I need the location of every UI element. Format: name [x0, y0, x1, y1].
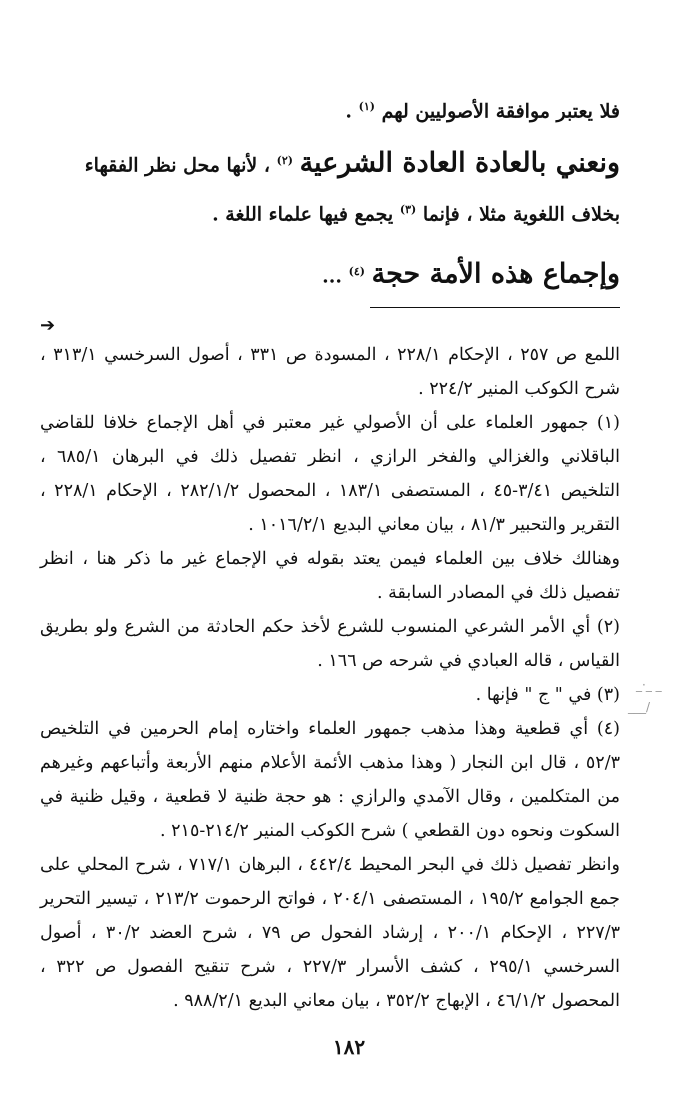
- margin-mark: _·_ _: [636, 678, 662, 692]
- main-text: فلا يعتبر موافقة الأصوليين لهم: [381, 100, 620, 123]
- footnote-ref-3: (٣): [399, 202, 417, 216]
- footnote-1-note: وهنالك خلاف بين العلماء فيمن يعتد بقوله في الإجماع غير ما ذكر هنا ، انظر تفصيل ذلك في المصادر السابقة .: [40, 549, 620, 604]
- footnote-4-sources: وانظر تفصيل ذلك في البحر المحيط ٤٤٢/٤ ، البرهان ٧١٧/١ ، شرح المحلي على جمع الجوامع ١٩٥/٢ ، المستصفى ٢٠٤/١ ، فواتح الرحموت ٢١٣/٢ ، تيسير التحرير ٢٢٧/٣ ، الإحكام ٢٠٠/١ ، إرشاد الفحول ص ٧٩ ، شرح العضد ٣٠/٢ ، أصول السرخسي ٢٩٥/١ ، كشف الأسرار ٢٢٧/٣ ، شرح تنقيح الفصول ص ٣٢٢ ، المحصول ٤٦/١/٢ ، الإبهاج ٣٥٢/٢ ، بيان معاني البديع ٩٨٨/٢/١ .: [40, 855, 620, 1012]
- main-text: بخلاف اللغوية مثلا ، فإنما: [422, 202, 620, 225]
- margin-mark: ___/: [628, 700, 651, 714]
- footnote-4: (٤) أي قطعية وهذا مذهب جمهور العلماء واختاره إمام الحرمين في التلخيص ٥٢/٣ ، قال ابن النجار ( وهذا مذهب الأئمة الأعلام منهم الأربعة وأتباعهم وغيرهم من المتكلمين ، وقال الآمدي والرازي : هو حجة ظنية لا قطعية ، وقيل ظنية في السكوت ونحوه دون القطعي ) شرح الكوكب المنير ٢١٤/٢-٢١٥ .: [40, 719, 620, 842]
- main-text: ، لأنها محل نظر الفقهاء: [84, 154, 270, 177]
- main-line-4: [40, 251, 620, 297]
- main-line-3: [40, 191, 620, 233]
- main-text: .: [345, 100, 352, 123]
- arrow-icon: ➔: [40, 315, 56, 337]
- main-line-1: [40, 88, 620, 130]
- footnote-separator: [370, 307, 620, 308]
- footnote-3: (٣) في " ج " فإنها .: [475, 685, 620, 706]
- main-text: ...: [322, 265, 343, 288]
- footnote-continued: اللمع ص ٢٥٧ ، الإحكام ٢٢٨/١ ، المسودة ص ٣٣١ ، أصول السرخسي ٣١٣/١ ، شرح الكوكب المنير ٢٢٤/٢ .: [40, 345, 621, 400]
- main-text: يجمع فيها علماء اللغة .: [212, 202, 394, 225]
- page-body: [40, 88, 620, 1018]
- heading-phrase: ونعني بالعادة العادة الشرعية: [299, 147, 620, 179]
- footnote-1: (١) جمهور العلماء على أن الأصولي غير معتبر في أهل الإجماع خلافا للقاضي الباقلاني والغزالي والفخر الرازي ، انظر تفصيل ذلك في البرهان ٦٨٥/١ ، التلخيص ٣/٤١-٤٥ ، المستصفى ١٨٣/١ ، المحصول ٢٨٢/١/٢ ، الإحكام ٢٢٨/١ ، التقرير والتحبير ٨١/٣ ، بيان معاني البديع ١٠١٦/٢/١ .: [40, 413, 620, 536]
- footnote-ref-1: (١): [358, 100, 375, 113]
- footnote-ref-4: (٤): [348, 264, 365, 278]
- footnote-2: (٢) أي الأمر الشرعي المنسوب للشرع لأخذ حكم الحادثة من الشرع ولو بطريق القياس ، قاله العبادي في شرحه ص ١٦٦ .: [40, 617, 620, 672]
- main-line-2: [40, 142, 620, 184]
- footnote-ref-2: (٢): [276, 154, 293, 168]
- heading-phrase: وإجماع هذه الأمة حجة: [371, 258, 620, 290]
- page-number: ١٨٢: [332, 1035, 366, 1059]
